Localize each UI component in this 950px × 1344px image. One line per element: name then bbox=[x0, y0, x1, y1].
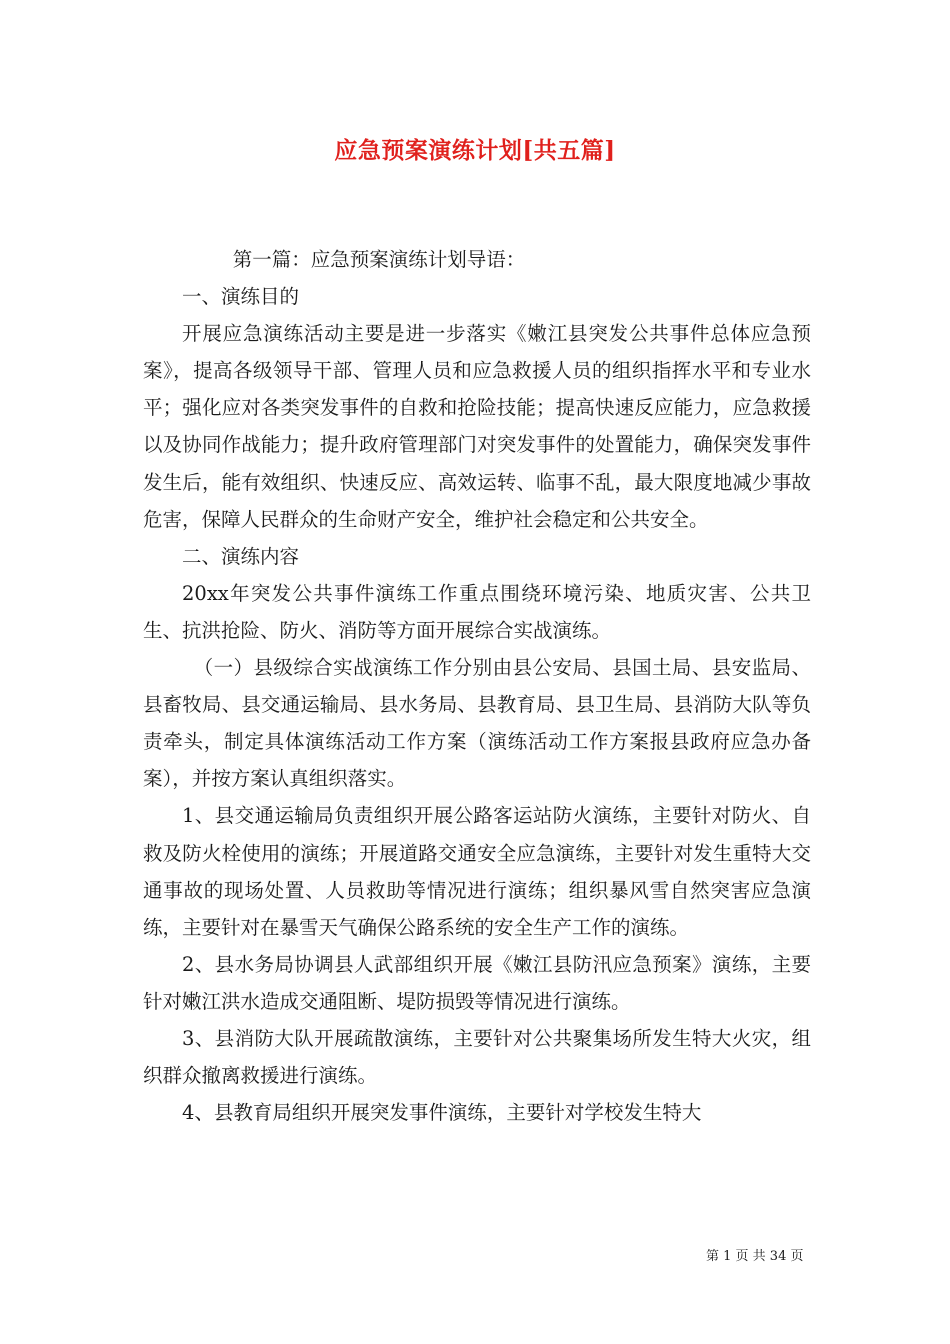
list-item-water-affairs: 2、县水务局协调县人武部组织开展《嫩江县防汛应急预案》演练，主要针对嫩江洪水造成交通阻断、堤防损毁等情况进行演练。 bbox=[143, 952, 811, 1013]
page-number-footer: 第 1 页 共 34 页 bbox=[706, 1249, 804, 1264]
list-item-transport: 1、县交通运输局负责组织开展公路客运站防火演练，主要针对防火、自救及防火栓使用的演练；开展道路交通安全应急演练，主要针对发生重特大交通事故的现场处置、人员救助等情况进行演练；组织暴风雪自然突害应急演练，主要针对在暴雪天气确保公路系统的安全生产工作的演练。 bbox=[143, 804, 811, 939]
document-body bbox=[143, 241, 811, 1131]
section-heading-part-one: 第一篇：应急预案演练计划导语： bbox=[232, 248, 526, 271]
paragraph-content-overview: 20xx年突发公共事件演练工作重点围绕环境污染、地质灾害、公共卫生、抗洪抢险、防火、消防等方面开展综合实战演练。 bbox=[143, 581, 811, 642]
section-heading-content: 二、演练内容 bbox=[182, 544, 300, 568]
list-item-education: 4、县教育局组织开展突发事件演练，主要针对学校发生特大 bbox=[182, 1101, 702, 1125]
list-item-fire-brigade: 3、县消防大队开展疏散演练，主要针对公共聚集场所发生特大火灾，组织群众撤离救援进行演练。 bbox=[143, 1026, 811, 1088]
paragraph-county-drills: （一）县级综合实战演练工作分别由县公安局、县国土局、县安监局、县畜牧局、县交通运输局、县水务局、县教育局、县卫生局、县消防大队等负责牵头，制定具体演练活动工作方案（演练活动工作方案报县政府应急办备案），并按方案认真组织落实。 bbox=[143, 656, 811, 791]
section-heading-purpose: 一、演练目的 bbox=[182, 285, 300, 309]
paragraph-purpose: 开展应急演练活动主要是进一步落实《嫩江县突发公共事件总体应急预案》，提高各级领导干部、管理人员和应急救援人员的组织指挥水平和专业水平；强化应对各类突发事件的自救和抢险技能；提高快速反应能力，应急救援以及协同作战能力；提升政府管理部门对突发事件的处置能力，确保突发事件发生后，能有效组织、快速反应、高效运转、临事不乱，最大限度地减少事故危害，保障人民群众的生命财产安全，维护社会稳定和公共安全。 bbox=[143, 322, 811, 531]
document-title: 应急预案演练计划[共五篇] bbox=[334, 137, 616, 164]
